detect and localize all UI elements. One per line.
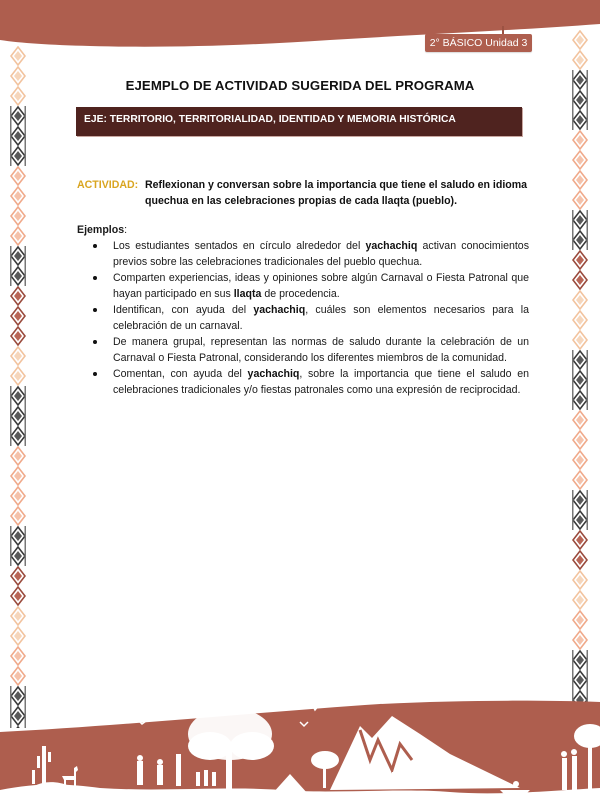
example-item [77, 238, 529, 270]
example-item [77, 270, 529, 302]
axis-banner [76, 107, 522, 136]
right-woven-pattern-strip [572, 30, 588, 702]
bullet-icon [93, 340, 97, 344]
example-text: Comentan, con ayuda del [113, 368, 248, 380]
examples-section [77, 222, 529, 398]
example-keyword: yachachiq [365, 240, 418, 252]
example-text: activan conocimientos previos sobre las celebraciones tradicionales del pueblo quechua. [113, 240, 529, 268]
example-text: Comparten experiencias, ideas y opiniones sobre algún Carnaval o Fiesta Patronal que hayan participado en sus [113, 272, 529, 300]
left-woven-pattern-strip [10, 46, 26, 728]
example-item [77, 302, 529, 334]
examples-heading-colon: : [124, 224, 128, 236]
examples-heading-text: Ejemplos [77, 224, 125, 236]
example-text: de procedencia. [261, 288, 340, 300]
example-keyword: llaqta [233, 288, 262, 300]
bullet-icon [93, 276, 97, 280]
example-keyword: yachachiq [253, 304, 306, 316]
axis-label: EJE: TERRITORIO, TERRITORIALIDAD, IDENTIDAD Y MEMORIA HISTÓRICA [84, 114, 456, 125]
bullet-icon [93, 308, 97, 312]
bullet-icon [93, 244, 97, 248]
bullet-icon [93, 372, 97, 376]
example-text: Los estudiantes sentados en círculo alrededor del [113, 240, 366, 252]
example-item [77, 366, 529, 398]
activity-label: ACTIVIDAD: [77, 179, 139, 191]
activity-description: Reflexionan y conversan sobre la importancia que tiene el saludo en idioma quechua en las celebraciones propias de cada llaqta (pueblo). [145, 179, 528, 207]
grade-badge: 2° BÁSICO Unidad 3 [425, 34, 532, 52]
example-text: , sobre la importancia que tiene el saludo en celebraciones tradicionales y/o fiestas patronales como una expresión de reciprocidad. [113, 368, 529, 396]
example-text: Identifican, con ayuda del [113, 304, 254, 316]
examples-list [77, 238, 529, 398]
example-item [77, 334, 529, 366]
examples-heading [77, 222, 529, 238]
example-text: De manera grupal, representan las normas de saludo durante la celebración de un Carnaval o Fiesta Patronal, considerando los diferentes miembros de la comunidad. [113, 336, 529, 364]
page-title: EJEMPLO DE ACTIVIDAD SUGERIDA DEL PROGRAMA [125, 78, 475, 93]
footer-landscape-illustration [0, 690, 600, 800]
example-text: , cuáles son elementos necesarios para la celebración de un carnaval. [113, 304, 529, 332]
example-keyword: yachachiq [247, 368, 300, 380]
